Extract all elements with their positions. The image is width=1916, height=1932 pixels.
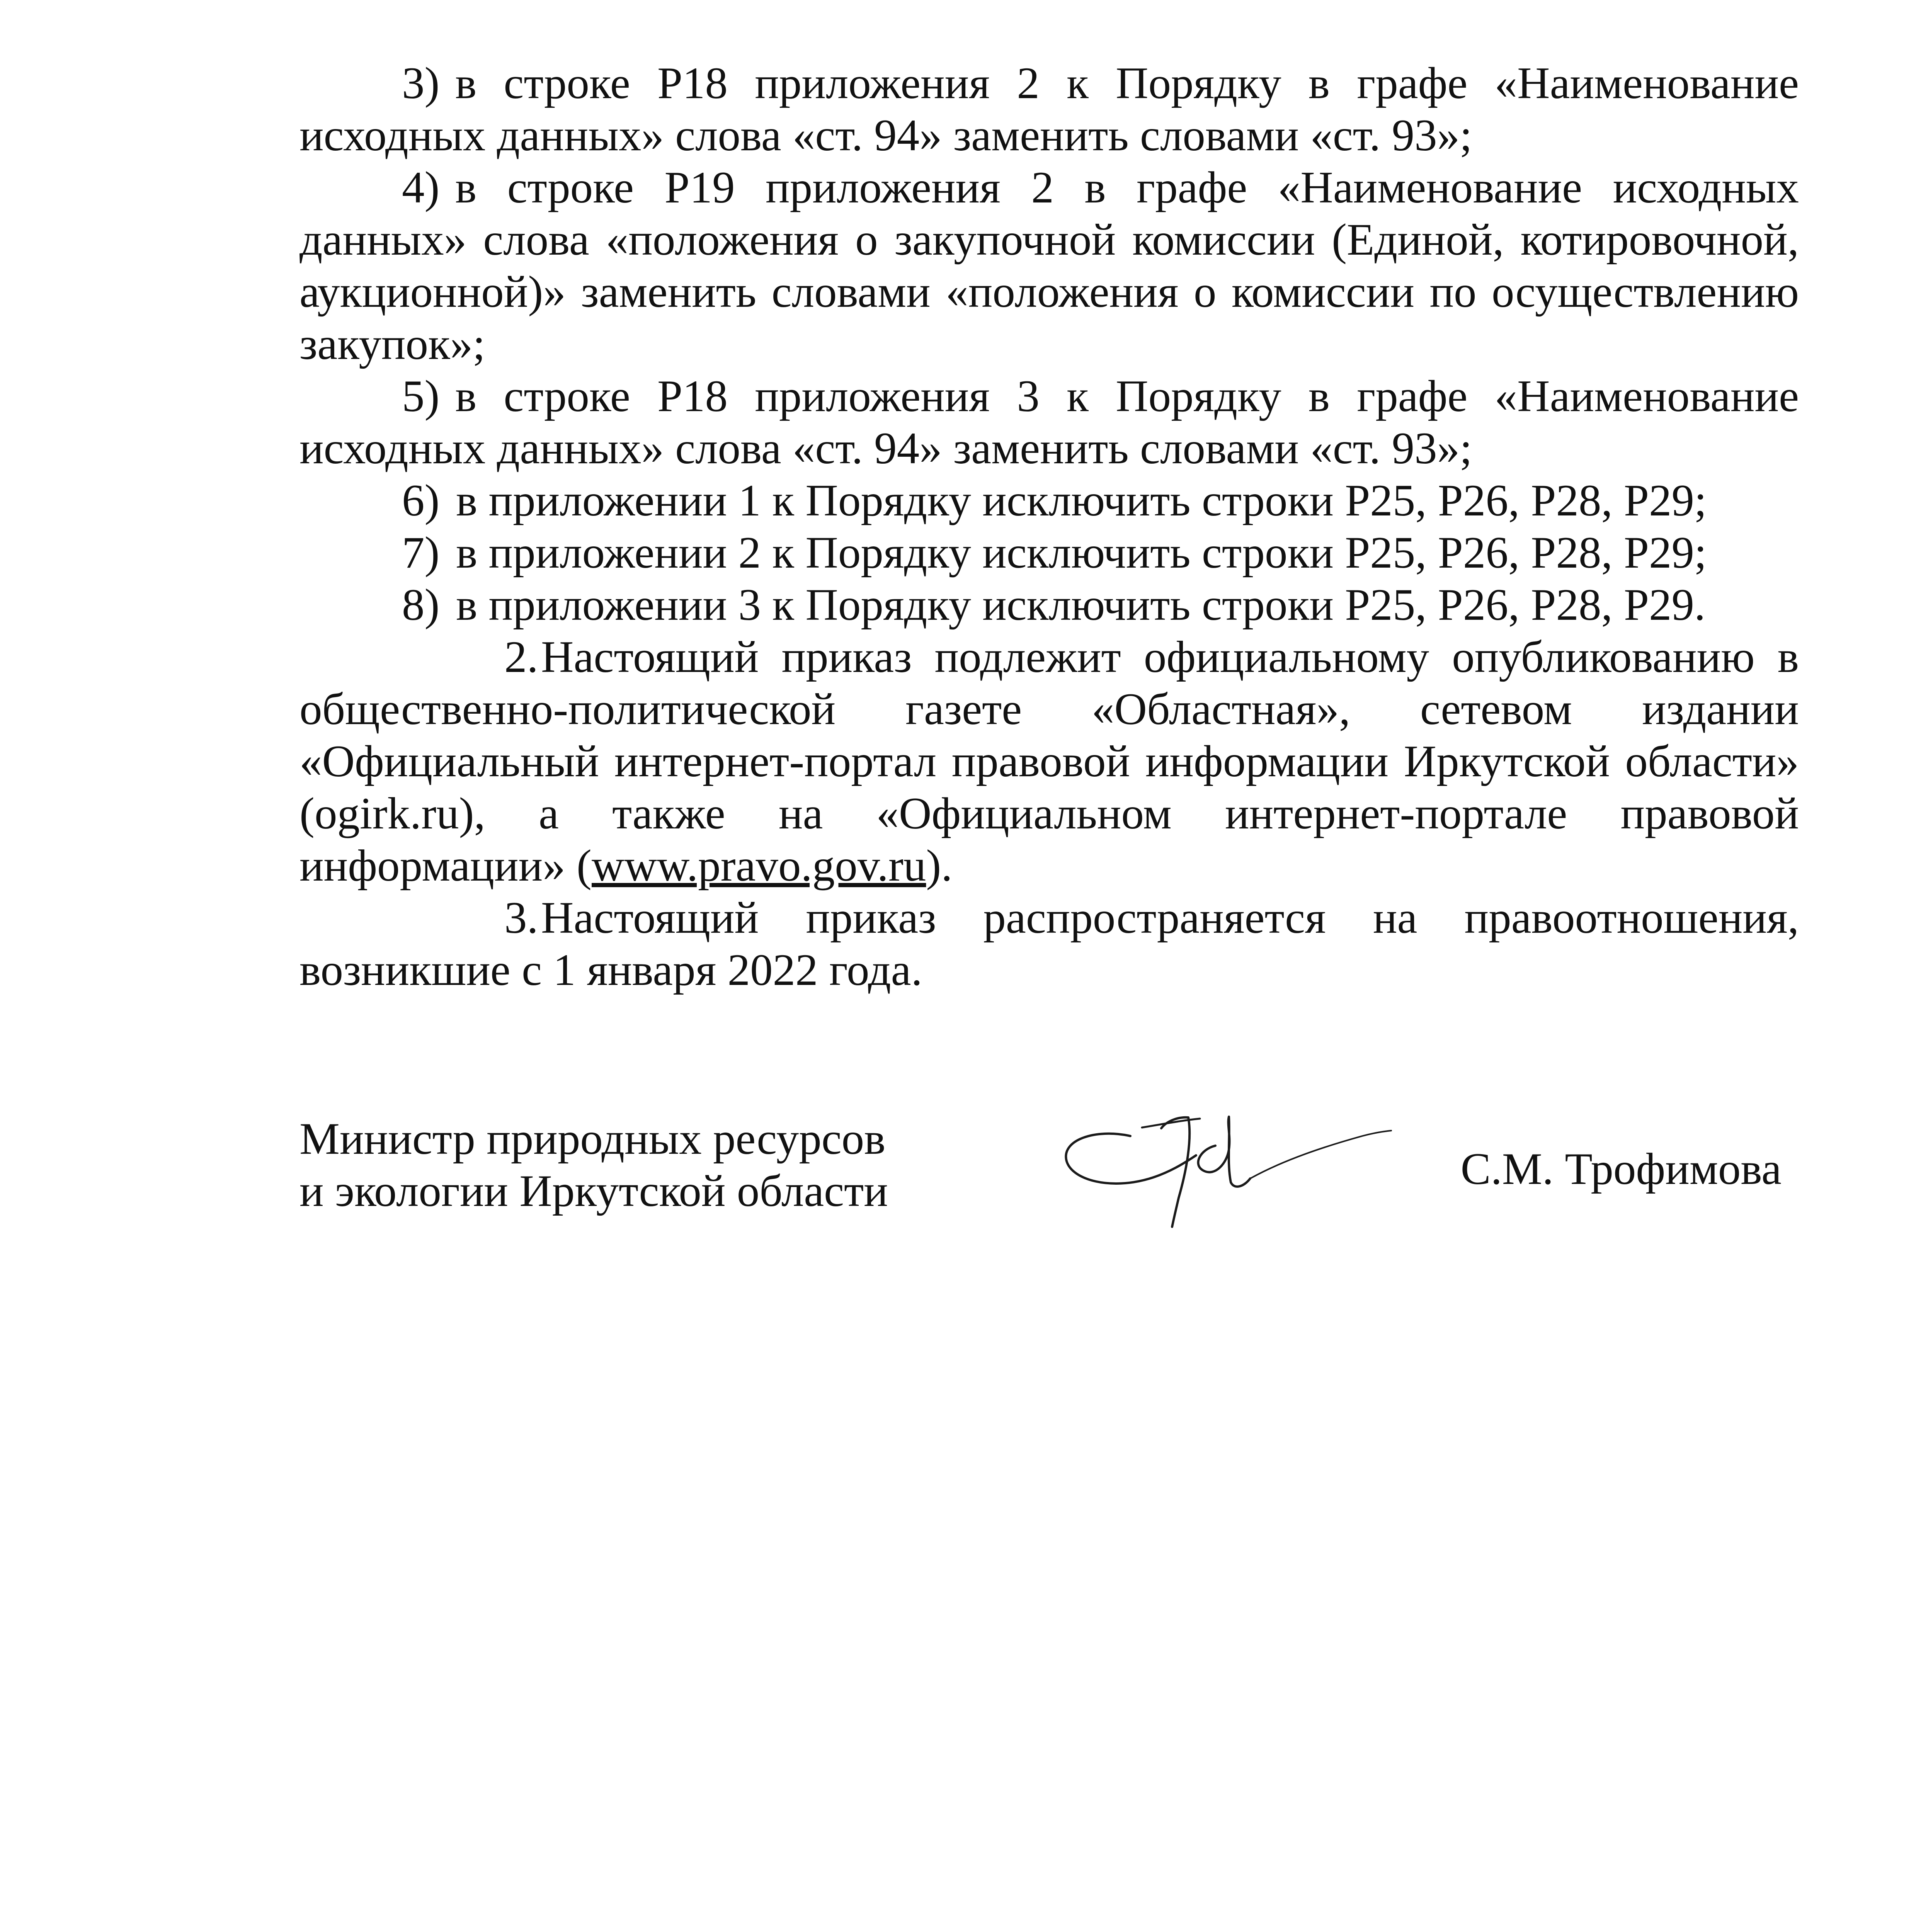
section-text: Настоящий приказ подлежит официальному опубликованию в общественно-политической газете «Областная», сетевом издании «Официальный интернет-портал правовой информации Иркутской области» (ogirk.ru), а также на «Официальном интернет-портале правовой информации» ( bbox=[299, 632, 1799, 891]
section-2-publication bbox=[299, 631, 1799, 892]
signatory-title bbox=[299, 1113, 888, 1217]
item-number: 3) bbox=[402, 58, 440, 108]
amendment-item-7 bbox=[299, 527, 1799, 579]
amendment-item-8 bbox=[299, 579, 1799, 631]
section-text: Настоящий приказ распространяется на правоотношения, возникшие с 1 января 2022 года. bbox=[299, 893, 1799, 995]
item-number: 4) bbox=[402, 163, 440, 213]
item-text: в приложении 1 к Порядку исключить строки Р25, Р26, Р28, Р29; bbox=[456, 476, 1707, 526]
section-number: 3. bbox=[504, 893, 538, 943]
signatory-name: С.М. Трофимова bbox=[1460, 1144, 1782, 1194]
amendment-item-6 bbox=[299, 474, 1799, 527]
order-text bbox=[299, 57, 1799, 996]
pravo-gov-link[interactable]: www.pravo.gov.ru bbox=[592, 841, 926, 891]
signatory-title-line-2: и экологии Иркутской области bbox=[299, 1166, 888, 1216]
amendment-item-3 bbox=[299, 57, 1799, 162]
item-text: в строке Р18 приложения 3 к Порядку в графе «Наименование исходных данных» слова «ст. 94» заменить словами «ст. 93»; bbox=[299, 371, 1799, 473]
item-text: в приложении 2 к Порядку исключить строки Р25, Р26, Р28, Р29; bbox=[456, 528, 1707, 578]
section-text-end: ). bbox=[926, 841, 953, 891]
signatory-title-line-1: Министр природных ресурсов bbox=[299, 1114, 886, 1164]
item-text: в строке Р19 приложения 2 в графе «Наименование исходных данных» слова «положения о закупочной комиссии (Единой, котировочной, аукционной)» заменить словами «положения о комиссии по осуществлению закупок»; bbox=[299, 163, 1799, 369]
amendment-item-5 bbox=[299, 370, 1799, 474]
section-3-effective-date bbox=[299, 892, 1799, 996]
item-number: 7) bbox=[402, 528, 440, 578]
section-number: 2. bbox=[504, 632, 538, 682]
item-number: 6) bbox=[402, 476, 440, 526]
item-number: 5) bbox=[402, 371, 440, 421]
item-text: в строке Р18 приложения 2 к Порядку в графе «Наименование исходных данных» слова «ст. 94» заменить словами «ст. 93»; bbox=[299, 58, 1799, 160]
amendment-item-4 bbox=[299, 162, 1799, 370]
signature-block bbox=[299, 1113, 1799, 1252]
handwritten-signature bbox=[1034, 1082, 1412, 1244]
item-text: в приложении 3 к Порядку исключить строки Р25, Р26, Р28, Р29. bbox=[456, 580, 1706, 630]
item-number: 8) bbox=[402, 580, 440, 630]
